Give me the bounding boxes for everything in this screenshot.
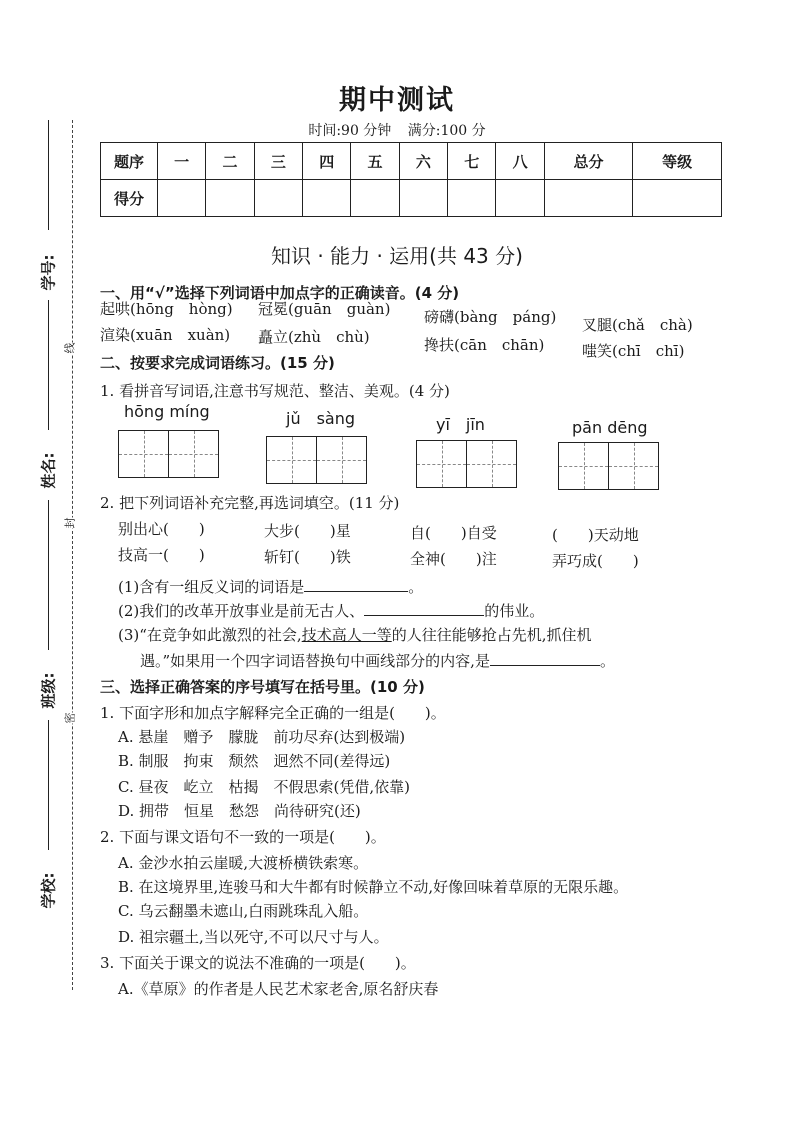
q2-s3-text: (3)“在竞争如此激烈的社会, (118, 626, 302, 644)
q3-opt: D. 祖宗疆土,当以死守,不可以尺寸与人。 (118, 928, 389, 946)
q3-opt: D. 拥带 恒星 愁怨 尚待研究(还) (118, 802, 361, 820)
q2-s1 (118, 576, 423, 597)
fill-item[interactable]: 别出心( ) (118, 520, 205, 538)
class-label: 班级: (39, 672, 58, 709)
score-header-cell: 一 (158, 143, 206, 180)
score-row-label: 得分 (101, 180, 158, 217)
q2-sub1: 1. 看拼音写词语,注意书写规范、整洁、美观。(4 分) (100, 382, 450, 400)
score-cell[interactable] (399, 180, 447, 217)
score-table (100, 142, 722, 217)
q3-opt: C. 乌云翻墨未遮山,白雨跳珠乱入船。 (118, 902, 369, 920)
score-table-score-row (101, 180, 722, 217)
q3-opt: B. 制服 拘束 颓然 迥然不同(差得远) (118, 752, 391, 770)
score-header-cell: 八 (496, 143, 544, 180)
score-cell[interactable] (351, 180, 399, 217)
writing-grid-4[interactable] (558, 442, 659, 490)
cut-mark-mi: 密 (63, 712, 77, 724)
score-header-cell: 三 (254, 143, 302, 180)
score-cell[interactable] (254, 180, 302, 217)
q2-s1-end: 。 (408, 578, 424, 596)
q2-s3 (118, 624, 591, 645)
score-cell[interactable] (303, 180, 351, 217)
page-title: 期中测试 (339, 85, 455, 116)
score-header-cell: 题序 (101, 143, 158, 180)
margin-line-2 (48, 300, 49, 430)
q1-item[interactable]: 起哄(hōng hòng) (100, 300, 233, 318)
pinyin-1: hōng míng (124, 402, 210, 421)
score-header-cell: 四 (303, 143, 351, 180)
score-cell[interactable] (544, 180, 633, 217)
score-header-cell: 七 (448, 143, 496, 180)
q1-title: 一、用“√”选择下列词语中加点字的正确读音。(4 分) (100, 284, 460, 302)
student-no-label: 学号: (39, 254, 58, 291)
writing-grid-2[interactable] (266, 436, 367, 484)
exam-meta (0, 120, 794, 140)
q1-item[interactable]: 矗立(zhù chù) (258, 328, 370, 346)
fill-item[interactable]: 大步( )星 (264, 522, 351, 540)
cut-mark-feng: 封 (63, 517, 77, 529)
score-table-header-row (101, 143, 722, 180)
q3-opt: C. 昼夜 屹立 枯揭 不假思索(凭借,依靠) (118, 778, 410, 796)
fill-item[interactable]: ( )天动地 (552, 526, 639, 544)
score-header-cell: 六 (399, 143, 447, 180)
q2-s3-underlined: 技术高人一等 (301, 626, 392, 644)
score-header-cell: 二 (206, 143, 254, 180)
q3-sub3: 3. 下面关于课文的说法不准确的一项是( )。 (100, 954, 416, 972)
score-cell[interactable] (448, 180, 496, 217)
pinyin-4: pān dēng (572, 418, 648, 437)
score-cell[interactable] (206, 180, 254, 217)
exam-total-score: 满分:100 分 (407, 123, 486, 139)
q3-sub2: 2. 下面与课文语句不一致的一项是( )。 (100, 828, 386, 846)
q1-item[interactable]: 搀扶(cān chān) (424, 336, 545, 354)
pinyin-2: jǔ sàng (286, 409, 356, 428)
q3-opt: A. 悬崖 赠予 朦胧 前功尽弃(达到极端) (118, 728, 406, 746)
q2-s1-text: (1)含有一组反义词的词语是 (118, 578, 305, 596)
score-cell[interactable] (496, 180, 544, 217)
q1-item[interactable]: 叉腿(chǎ chà) (582, 316, 693, 334)
pinyin-3: yī jīn (436, 415, 485, 434)
margin-line-4 (48, 720, 49, 850)
writing-grid-3[interactable] (416, 440, 517, 488)
q1-item[interactable]: 渲染(xuān xuàn) (100, 326, 231, 344)
score-cell[interactable] (158, 180, 206, 217)
answer-blank[interactable] (364, 601, 484, 616)
fill-item[interactable]: 自( )自受 (410, 524, 497, 542)
q1-item[interactable]: 冠冕(guān guàn) (258, 300, 391, 318)
score-cell[interactable] (633, 180, 722, 217)
fill-item[interactable]: 技高一( ) (118, 546, 205, 564)
q2-s3-text3: 遇。”如果用一个四字词语替换句中画线部分的内容,是 (140, 652, 490, 670)
answer-blank[interactable] (304, 577, 408, 592)
q1-item[interactable]: 嗤笑(chī chī) (582, 342, 685, 360)
q3-sub1: 1. 下面字形和加点字解释完全正确的一组是( )。 (100, 704, 446, 722)
q3-opt: A. 金沙水拍云崖暖,大渡桥横铁索寒。 (118, 854, 369, 872)
name-label: 姓名: (39, 452, 58, 489)
q2-sub2: 2. 把下列词语补充完整,再选词填空。(11 分) (100, 494, 400, 512)
q3-opt: A.《草原》的作者是人民艺术家老舍,原名舒庆春 (118, 980, 439, 998)
section-title: 知识 · 能力 · 运用(共 43 分) (271, 244, 523, 268)
writing-grid-1[interactable] (118, 430, 219, 478)
q2-s3-end: 。 (599, 652, 615, 670)
fill-item[interactable]: 全神( )注 (410, 550, 497, 568)
q2-s3-text2: 的人往往能够抢占先机,抓住机 (391, 626, 592, 644)
q2-s3-cont (140, 650, 615, 671)
q1-item[interactable]: 磅礴(bàng páng) (424, 308, 557, 326)
cut-mark-xian: 线 (63, 342, 77, 354)
fill-item[interactable]: 弄巧成( ) (552, 552, 639, 570)
q3-title: 三、选择正确答案的序号填写在括号里。(10 分) (100, 678, 425, 696)
q2-s2-text: (2)我们的改革开放事业是前无古人、 (118, 602, 365, 620)
q3-opt: B. 在这境界里,连骏马和大牛都有时候静立不动,好像回味着草原的无限乐趣。 (118, 878, 629, 896)
exam-time: 时间:90 分钟 (308, 123, 392, 139)
fill-item[interactable]: 斩钉( )铁 (264, 548, 351, 566)
margin-line-3 (48, 500, 49, 650)
answer-blank[interactable] (490, 651, 600, 666)
q2-s2-end: 的伟业。 (484, 602, 545, 620)
score-header-cell: 总分 (544, 143, 633, 180)
q2-s2 (118, 600, 544, 621)
score-header-cell: 五 (351, 143, 399, 180)
score-header-cell: 等级 (633, 143, 722, 180)
q2-title: 二、按要求完成词语练习。(15 分) (100, 354, 335, 372)
school-label: 学校: (39, 872, 58, 909)
